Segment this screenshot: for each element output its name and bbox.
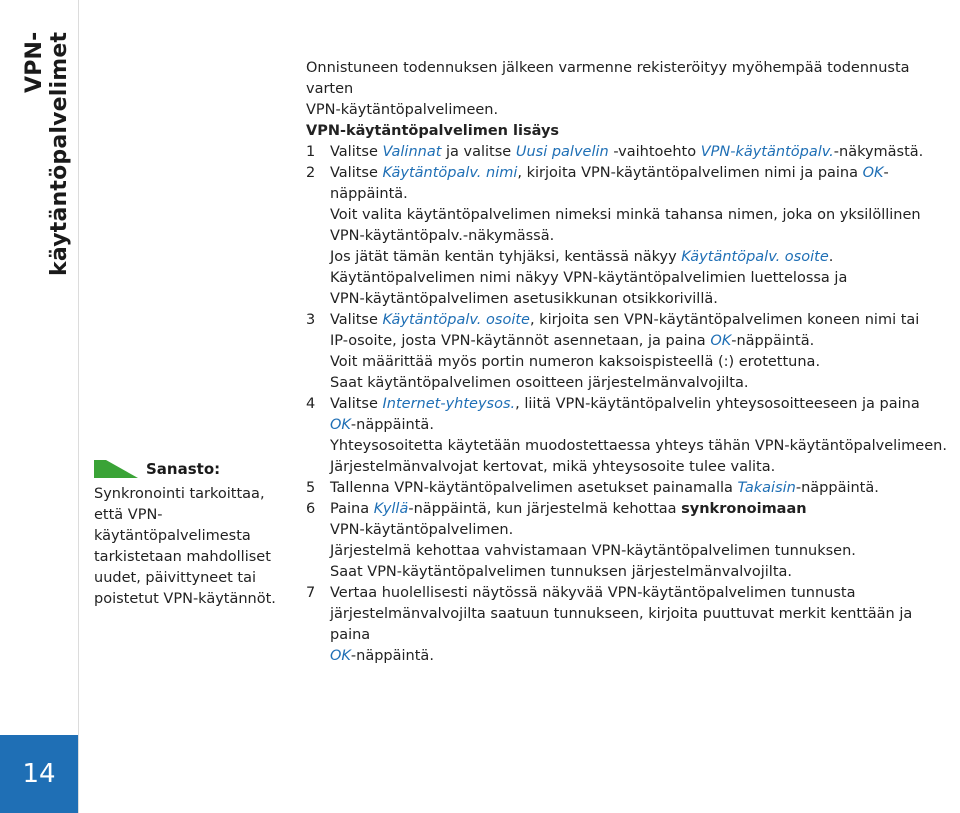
field-link-palv-osoite[interactable]: Käytäntöpalv. osoite — [681, 249, 829, 265]
step-note: VPN-käytäntöpalv.-näkymässä. — [330, 228, 555, 244]
step-1 — [306, 142, 954, 163]
step-note: Käytäntöpalvelimen nimi näkyy VPN-käytäntöpalvelimien luettelossa ja — [330, 270, 848, 286]
step-3 — [306, 310, 954, 394]
step-number: 5 — [306, 480, 316, 496]
step-note: Yhteysosoitetta käytetään muodostettaessa yhteys tähän VPN-käytäntöpalvelimeen. — [330, 438, 947, 454]
step-2 — [306, 163, 954, 310]
step-4 — [306, 394, 954, 478]
step-text: VPN-käytäntöpalvelimen. — [330, 522, 514, 538]
page-number: 14 — [22, 759, 56, 789]
step-text: IP-osoite, josta VPN-käytännöt asennetaan, ja paina — [330, 333, 711, 349]
pointer-icon — [94, 460, 138, 478]
step-text: -vaihtoehto — [608, 144, 701, 160]
step-number: 4 — [306, 396, 316, 412]
step-note: Jos jätät tämän kentän tyhjäksi, kentässä näkyy — [330, 249, 682, 265]
step-text: Tallenna VPN-käytäntöpalvelimen asetukset painamalla — [330, 480, 738, 496]
step-text: Vertaa huolellisesti näytössä näkyvää VPN-käytäntöpalvelimen tunnusta — [330, 585, 856, 601]
step-text: -näppäintä. — [795, 480, 879, 496]
step-note: . — [828, 249, 834, 265]
step-number: 7 — [306, 585, 316, 601]
key-link-ok[interactable]: OK — [862, 165, 884, 181]
bold-term: synkronoimaan — [681, 501, 807, 517]
main-content — [306, 58, 954, 667]
step-text: -näppäintä, kun järjestelmä kehottaa — [408, 501, 682, 517]
step-note: VPN-käytäntöpalvelimen asetusikkunan otsikkorivillä. — [330, 291, 718, 307]
step-6 — [306, 499, 954, 583]
key-link-kylla[interactable]: Kyllä — [373, 501, 409, 517]
step-text: Valitse — [330, 165, 383, 181]
step-text: ja valitse — [441, 144, 516, 160]
step-text: Paina — [330, 501, 374, 517]
glossary-text: Synkronointi tarkoittaa, että VPN-käytäntöpalvelimesta tarkistetaan mahdolliset uudet, päivittyneet tai poistetut VPN-käytännöt. — [94, 486, 276, 607]
intro-line-1: Onnistuneen todennuksen jälkeen varmenne rekisteröityy myöhempää todennusta varten — [306, 60, 910, 97]
field-link-internet-yhteysos[interactable]: Internet-yhteysos. — [382, 396, 516, 412]
step-text: , kirjoita sen VPN-käytäntöpalvelimen koneen nimi tai — [529, 312, 920, 328]
chapter-title: VPN-käytäntöpalvelimet — [22, 32, 72, 277]
step-note: Saat käytäntöpalvelimen osoitteen järjestelmänvalvojilta. — [330, 375, 749, 391]
step-text: -näppäintä. — [350, 417, 434, 433]
menu-link-valinnat[interactable]: Valinnat — [382, 144, 442, 160]
left-rail — [0, 0, 79, 813]
step-7 — [306, 583, 954, 667]
menu-link-uusi-palvelin[interactable]: Uusi palvelin — [515, 144, 609, 160]
section-heading: VPN-käytäntöpalvelimen lisäys — [306, 123, 560, 139]
view-link-vpn-palv[interactable]: VPN-käytäntöpalv. — [700, 144, 834, 160]
step-5 — [306, 478, 954, 499]
step-note: Saat VPN-käytäntöpalvelimen tunnuksen järjestelmänvalvojilta. — [330, 564, 793, 580]
step-text: -näppäintä. — [330, 165, 889, 202]
step-note: Voit määrittää myös portin numeron kaksoispisteellä (:) erotettuna. — [330, 354, 821, 370]
step-text: -näkymästä. — [833, 144, 924, 160]
key-link-takaisin[interactable]: Takaisin — [737, 480, 796, 496]
step-text: -näppäintä. — [350, 648, 434, 664]
step-number: 6 — [306, 501, 316, 517]
step-text: järjestelmänvalvojilta saatuun tunnukseen, kirjoita puuttuvat merkit kenttään ja paina — [330, 606, 913, 643]
step-note: Järjestelmänvalvojat kertovat, mikä yhteysosoite tulee valita. — [330, 459, 776, 475]
glossary-title: Sanasto: — [146, 460, 221, 478]
field-link-palv-osoite[interactable]: Käytäntöpalv. osoite — [382, 312, 530, 328]
step-text: Valitse — [330, 396, 383, 412]
step-number: 2 — [306, 165, 316, 181]
key-link-ok[interactable]: OK — [330, 648, 351, 664]
step-text: Valitse — [330, 312, 383, 328]
step-text: -näppäintä. — [731, 333, 815, 349]
step-text: Valitse — [330, 144, 383, 160]
step-number: 3 — [306, 312, 316, 328]
step-note: Järjestelmä kehottaa vahvistamaan VPN-käytäntöpalvelimen tunnuksen. — [330, 543, 856, 559]
step-text: , kirjoita VPN-käytäntöpalvelimen nimi ja paina — [517, 165, 863, 181]
step-text: , liitä VPN-käytäntöpalvelin yhteysosoitteeseen ja paina — [515, 396, 920, 412]
key-link-ok[interactable]: OK — [710, 333, 732, 349]
step-note: Voit valita käytäntöpalvelimen nimeksi minkä tahansa nimen, joka on yksilöllinen — [330, 207, 921, 223]
key-link-ok[interactable]: OK — [330, 417, 351, 433]
step-number: 1 — [306, 144, 316, 160]
intro-line-2: VPN-käytäntöpalvelimeen. — [306, 102, 499, 118]
field-link-palv-nimi[interactable]: Käytäntöpalv. nimi — [382, 165, 518, 181]
